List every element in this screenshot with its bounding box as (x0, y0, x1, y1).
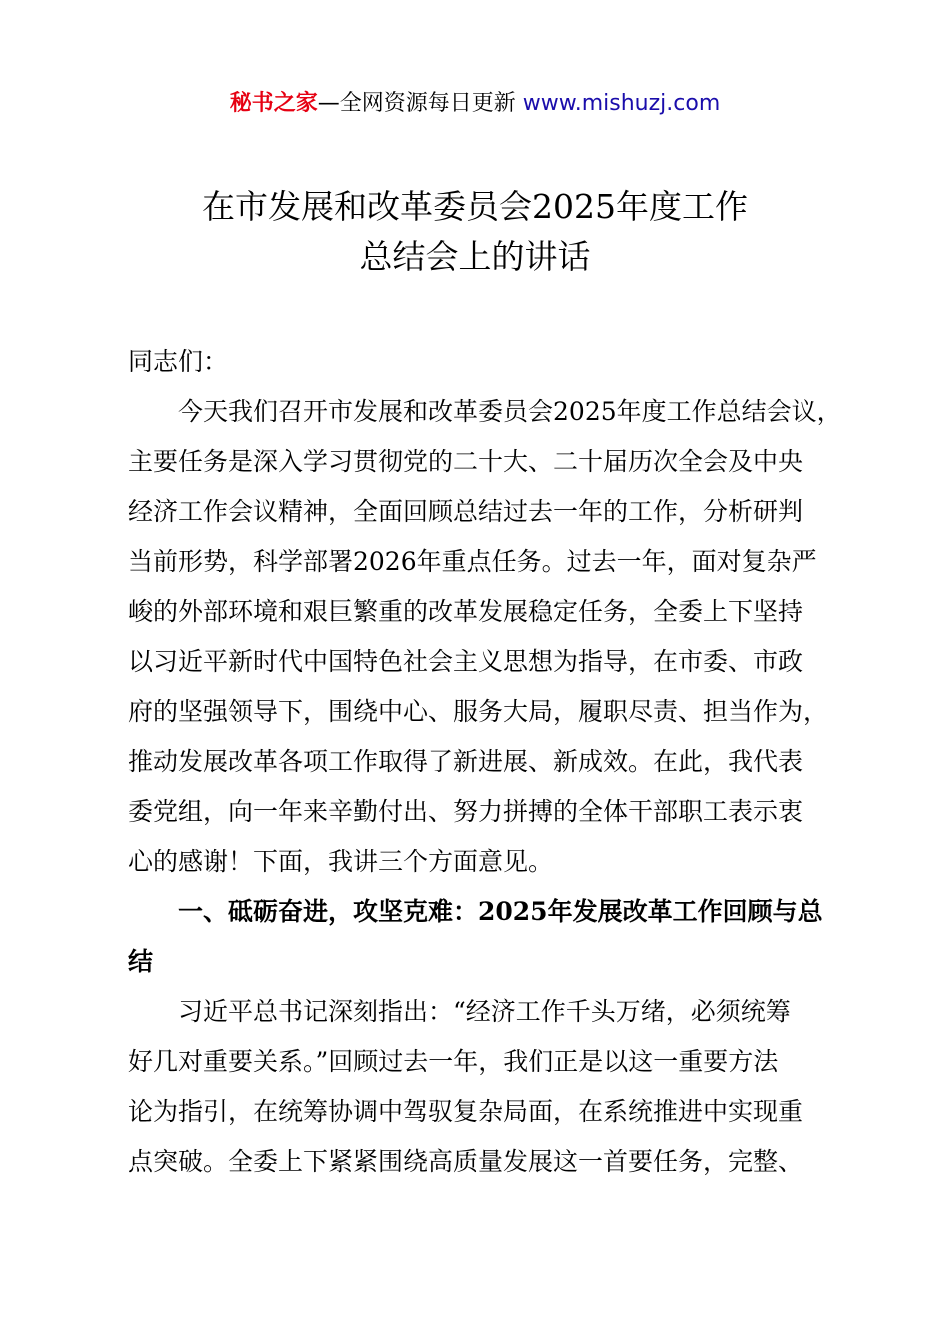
paragraph-line: 当前形势，科学部署2026年重点任务。过去一年，面对复杂严 (128, 547, 817, 576)
paragraph-line: 心的感谢！下面，我讲三个方面意见。 (128, 847, 554, 876)
section-heading: 一、砥砺奋进，攻坚克难：2025年发展改革工作回顾与总 (178, 897, 823, 926)
document-body (128, 337, 858, 1187)
document-title (0, 182, 950, 282)
paragraph-line: 推动发展改革各项工作取得了新进展、新成效。在此，我代表 (128, 747, 804, 776)
paragraph-line: 经济工作会议精神，全面回顾总结过去一年的工作，分析研判 (128, 497, 804, 526)
title-line-1: 在市发展和改革委员会2025年度工作 (202, 187, 748, 226)
section-heading-continued: 结 (128, 947, 154, 976)
brand-name: 秘书之家 (229, 91, 318, 116)
paragraph-line: 委党组，向一年来辛勤付出、努力拼搏的全体干部职工表示衷 (128, 797, 804, 826)
paragraph-line: 好几对重要关系。”回顾过去一年，我们正是以这一重要方法 (128, 1047, 779, 1076)
paragraph-line: 今天我们召开市发展和改革委员会2025年度工作总结会议， (178, 397, 842, 426)
header-slogan: —全网资源每日更新 (317, 91, 516, 116)
site-header (0, 86, 950, 122)
paragraph-line: 府的坚强领导下，围绕中心、服务大局，履职尽责、担当作为， (128, 697, 829, 726)
paragraph-line: 主要任务是深入学习贯彻党的二十大、二十届历次全会及中央 (128, 447, 804, 476)
salutation: 同志们： (128, 347, 229, 376)
title-line-2: 总结会上的讲话 (359, 237, 591, 276)
paragraph-line: 峻的外部环境和艰巨繁重的改革发展稳定任务，全委上下坚持 (128, 597, 804, 626)
site-url-link[interactable]: www.mishuzj.com (522, 91, 721, 116)
paragraph-line: 习近平总书记深刻指出：“经济工作千头万绪，必须统筹 (178, 997, 791, 1026)
paragraph-line: 论为指引，在统筹协调中驾驭复杂局面，在系统推进中实现重 (128, 1097, 804, 1126)
paragraph-line: 以习近平新时代中国特色社会主义思想为指导，在市委、市政 (128, 647, 804, 676)
paragraph-line: 点突破。全委上下紧紧围绕高质量发展这一首要任务，完整、 (128, 1147, 804, 1176)
